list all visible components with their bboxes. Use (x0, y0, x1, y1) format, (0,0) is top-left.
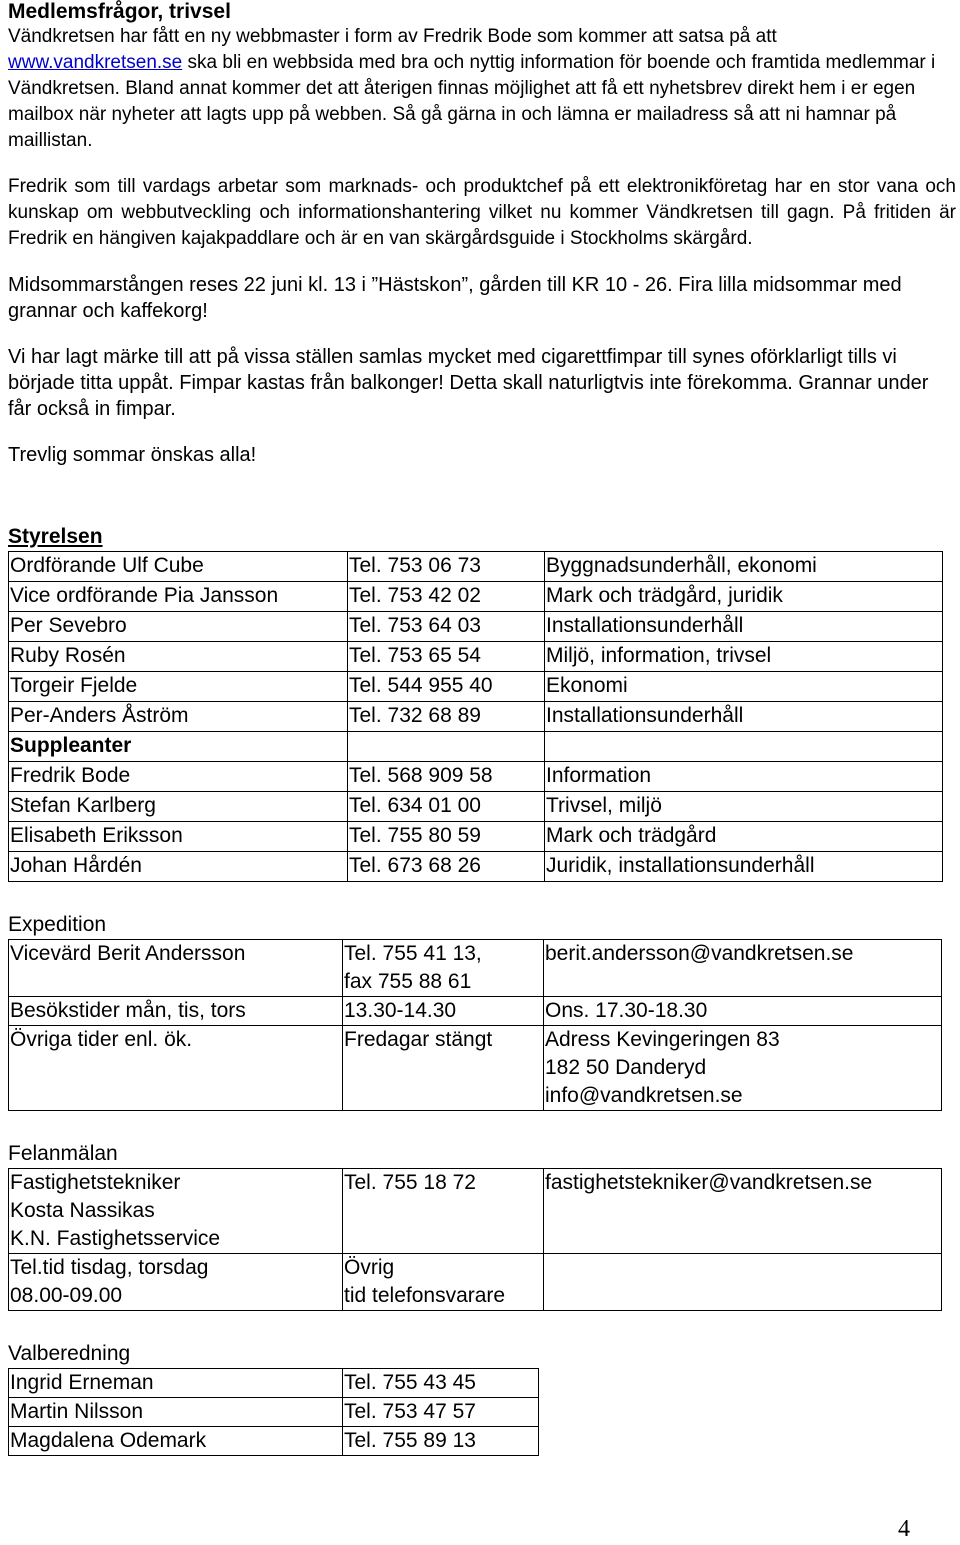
styrelsen-table (8, 551, 943, 882)
table-cell: Mark och trädgård, juridik (546, 584, 783, 607)
table-cell: Tel. 753 64 03 (349, 614, 481, 637)
table-row (9, 642, 943, 672)
table-cell: Tel. 755 18 72 (344, 1171, 476, 1194)
table-row (9, 1026, 942, 1111)
table-cell: 08.00-09.00 (10, 1284, 123, 1307)
table-cell: Tel. 755 80 59 (349, 824, 481, 847)
table-cell: Per-Anders Åström (10, 704, 189, 727)
table-cell: Tel. 753 47 57 (344, 1400, 476, 1423)
website-link[interactable]: www.vandkretsen.se (8, 52, 183, 73)
table-cell: tid telefonsvarare (344, 1284, 506, 1307)
table-cell: Tel. 673 68 26 (349, 854, 481, 877)
table-cell: Övriga tider enl. ök. (10, 1028, 193, 1051)
fredrik-paragraph: Fredrik som till vardags arbetar som marknads- och produktchef på ett elektronikföretag har en stor vana och kunskap om webbutveckling och informationshantering vilket nu kommer Vändkretsen till gagn. På fritiden är Fredrik en hängiven kajakpaddlare och är en van skärgårdsguide i Stockholms skärgård. (8, 176, 956, 249)
table-row (9, 1254, 942, 1311)
table-cell: Besökstider mån, tis, tors (10, 999, 246, 1022)
table-cell: Elisabeth Eriksson (10, 824, 183, 847)
table-cell: Mark och trädgård (546, 824, 717, 847)
valberedning-title: Valberedning (8, 1342, 131, 1365)
document-page (8, 0, 956, 1456)
table-row (9, 702, 943, 732)
table-cell: Tel. 755 89 13 (344, 1429, 476, 1452)
page-number: 4 (898, 1516, 910, 1542)
table-cell: Adress Kevingeringen 83 (545, 1028, 780, 1051)
styrelsen-title: Styrelsen (8, 525, 103, 548)
table-row (9, 792, 943, 822)
felanmalan-title: Felanmälan (8, 1142, 118, 1165)
table-cell: Miljö, information, trivsel (546, 644, 772, 667)
suppleanter-heading: Suppleanter (10, 734, 132, 757)
table-cell: Byggnadsunderhåll, ekonomi (546, 554, 817, 577)
table-cell: Kosta Nassikas (10, 1199, 155, 1222)
trevlig-paragraph: Trevlig sommar önskas alla! (8, 444, 257, 466)
table-row (9, 732, 943, 762)
table-cell: Vicevärd Berit Andersson (10, 942, 246, 965)
table-cell: fax 755 88 61 (344, 970, 472, 993)
intro-text-2: ska bli en webbsida med bra och nyttig information för boende och framtida medlemmar i Vändkretsen. Bland annat kommer det att återigen finnas möjlighet att få ett nyhetsbrev direkt hem i er egen mailbox när nyheter att lagts upp på webben. Så gå gärna in och lämna er mailadress så att ni hamnar på maillistan. (8, 52, 936, 151)
table-cell: Tel. 544 955 40 (349, 674, 493, 697)
table-row (9, 1169, 942, 1254)
table-cell: Tel. 568 909 58 (349, 764, 493, 787)
table-cell: 182 50 Danderyd (545, 1056, 707, 1079)
table-cell: Övrig (344, 1256, 395, 1279)
table-cell: Ingrid Erneman (10, 1371, 154, 1394)
table-cell: Torgeir Fjelde (10, 674, 138, 697)
table-cell: Johan Hårdén (10, 854, 142, 877)
table-cell: Installationsunderhåll (546, 704, 744, 727)
table-row (9, 672, 943, 702)
table-cell: Tel. 753 42 02 (349, 584, 481, 607)
table-row (9, 852, 943, 882)
table-row (9, 1427, 539, 1456)
table-cell: Fastighetstekniker (10, 1171, 181, 1194)
table-cell: Martin Nilsson (10, 1400, 144, 1423)
table-row (9, 1398, 539, 1427)
expedition-table (8, 939, 942, 1111)
table-cell: Stefan Karlberg (10, 794, 156, 817)
fimpar-paragraph: Vi har lagt märke till att på vissa ställen samlas mycket med cigarettfimpar till synes oförklarligt tills vi började titta uppåt. Fimpar kastas från balkonger! Detta skall naturligtvis inte förekomma. Grannar under får också in fimpar. (8, 346, 929, 420)
table-cell: Ordförande Ulf Cube (10, 554, 204, 577)
table-cell: Tel. 732 68 89 (349, 704, 481, 727)
table-cell: Tel. 755 41 13, (344, 942, 482, 965)
email-link[interactable]: info@vandkretsen.se (545, 1084, 743, 1107)
table-row (9, 1369, 539, 1398)
email-link[interactable]: fastighetstekniker@vandkretsen.se (545, 1171, 873, 1194)
intro-text-1: Vändkretsen har fått en ny webbmaster i form av Fredrik Bode som kommer att satsa på att (8, 26, 777, 47)
section-heading: Medlemsfrågor, trivsel (8, 0, 231, 23)
intro-paragraph (8, 24, 956, 154)
table-cell: Tel.tid tisdag, torsdag (10, 1256, 209, 1279)
table-row (9, 997, 942, 1026)
table-cell: Tel. 753 65 54 (349, 644, 481, 667)
table-cell: Fredagar stängt (344, 1028, 493, 1051)
table-cell: Trivsel, miljö (546, 794, 662, 817)
table-cell: Vice ordförande Pia Jansson (10, 584, 279, 607)
midsommar-paragraph: Midsommarstången reses 22 juni kl. 13 i ”Hästskon”, gården till KR 10 - 26. Fira lilla midsommar med grannar och kaffekorg! (8, 274, 902, 322)
table-cell: Tel. 753 06 73 (349, 554, 481, 577)
table-row (9, 612, 943, 642)
table-row (9, 822, 943, 852)
table-cell: Tel. 755 43 45 (344, 1371, 476, 1394)
table-cell: Installationsunderhåll (546, 614, 744, 637)
table-row (9, 940, 942, 997)
table-cell: Ruby Rosén (10, 644, 126, 667)
table-cell: K.N. Fastighetsservice (10, 1227, 221, 1250)
table-row (9, 582, 943, 612)
email-link[interactable]: berit.andersson@vandkretsen.se (545, 942, 854, 965)
table-cell: Juridik, installationsunderhåll (546, 854, 815, 877)
table-cell: Tel. 634 01 00 (349, 794, 481, 817)
expedition-title: Expedition (8, 913, 107, 936)
table-cell: 13.30-14.30 (344, 999, 457, 1022)
valberedning-table (8, 1368, 539, 1456)
felanmalan-table (8, 1168, 942, 1311)
table-row (9, 762, 943, 792)
table-cell: Per Sevebro (10, 614, 127, 637)
table-cell: Ons. 17.30-18.30 (545, 999, 708, 1022)
table-row (9, 552, 943, 582)
table-cell: Magdalena Odemark (10, 1429, 207, 1452)
table-cell: Information (546, 764, 652, 787)
table-cell: Fredrik Bode (10, 764, 131, 787)
table-cell: Ekonomi (546, 674, 628, 697)
